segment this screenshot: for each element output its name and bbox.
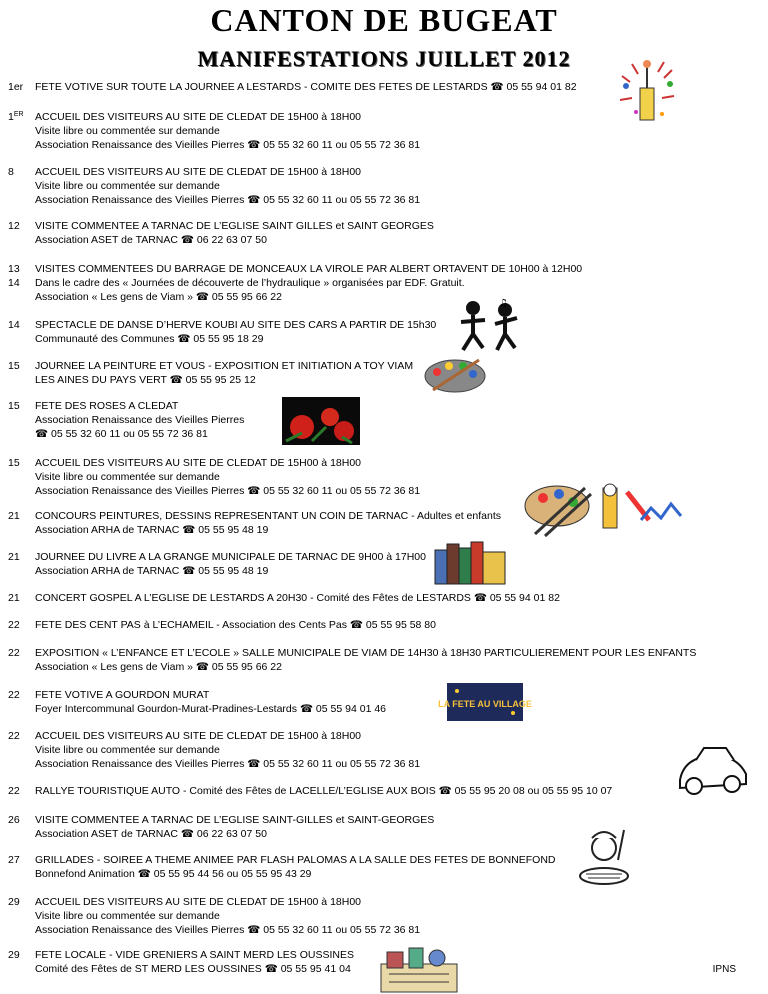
event-line: FETE LOCALE - VIDE GRENIERS A SAINT MERD LES OUSSINES: [35, 949, 354, 961]
event-day: 14: [8, 277, 20, 289]
event-line: Visite libre ou commentée sur demande: [35, 180, 220, 192]
event-day: 8: [8, 166, 14, 178]
event-line: Dans le cadre des « Journées de découverte de l’hydraulique » organisées par EDF. Gratuit.: [35, 277, 465, 289]
event-line: FETE VOTIVE A GOURDON MURAT: [35, 689, 210, 701]
painting-art-icon: [515, 480, 687, 540]
event-line: VISITE COMMENTEE A TARNAC DE L’EGLISE SAINT GILLES et SAINT GEORGES: [35, 220, 434, 232]
event-line: Association « Les gens de Viam » ☎ 05 55 95 66 22: [35, 661, 282, 673]
dancers-icon: [455, 296, 527, 356]
event-line: VISITE COMMENTEE A TARNAC DE L’EGLISE SAINT-GILLES et SAINT-GEORGES: [35, 814, 435, 826]
event-line: VISITES COMMENTEES DU BARRAGE DE MONCEAUX LA VIROLE PAR ALBERT ORTAVENT DE 10H00 à 12H00: [35, 263, 583, 275]
event-line: FETE VOTIVE SUR TOUTE LA JOURNEE A LESTARDS - COMITE DES FETES DE LESTARDS ☎ 05 55 94 01 82: [35, 81, 577, 93]
event-day: 12: [8, 220, 20, 232]
event-line: Association « Les gens de Viam » ☎ 05 55 95 66 22: [35, 291, 282, 303]
svg-text:LA FETE AU VILLAGE: LA FETE AU VILLAGE: [438, 699, 532, 709]
event-day: 26: [8, 814, 20, 826]
event-line: Association ASET de TARNAC ☎ 06 22 63 07 50: [35, 234, 267, 246]
fete-village-banner: [438, 683, 532, 721]
grill-chef-icon: [578, 826, 634, 888]
event-line: Association Renaissance des Vieilles Pierres ☎ 05 55 32 60 11 ou 05 55 72 36 81: [35, 485, 421, 497]
event-line: Association ARHA de TARNAC ☎ 05 55 95 48 19: [35, 524, 269, 536]
party-cake-icon: [612, 56, 682, 128]
event-day: 15: [8, 457, 20, 469]
event-day: 22: [8, 785, 20, 797]
event-line: ACCUEIL DES VISITEURS AU SITE DE CLEDAT DE 15H00 à 18H00: [35, 730, 362, 742]
event-line: Association ASET de TARNAC ☎ 06 22 63 07 50: [35, 828, 267, 840]
event-line: LES AINES DU PAYS VERT ☎ 05 55 95 25 12: [35, 374, 256, 386]
event-line: ACCUEIL DES VISITEURS AU SITE DE CLEDAT DE 15H00 à 18H00: [35, 457, 362, 469]
event-line: FETE DES CENT PAS à L’ECHAMEIL - Association des Cents Pas ☎ 05 55 95 58 80: [35, 619, 436, 631]
event-line: FETE DES ROSES A CLEDAT: [35, 400, 179, 412]
event-day: 13: [8, 263, 20, 275]
event-line: Visite libre ou commentée sur demande: [35, 910, 220, 922]
event-line: Association ARHA de TARNAC ☎ 05 55 95 48 19: [35, 565, 269, 577]
event-line: Communauté des Communes ☎ 05 55 95 18 29: [35, 333, 264, 345]
rally-car-icon: [674, 740, 752, 798]
event-line: JOURNEE DU LIVRE A LA GRANGE MUNICIPALE DE TARNAC DE 9H00 à 17H00: [35, 551, 426, 563]
event-line: Bonnefond Animation ☎ 05 55 95 44 56 ou 05 55 95 43 29: [35, 868, 312, 880]
event-day: 1er: [8, 81, 24, 93]
event-line: JOURNEE LA PEINTURE ET VOUS - EXPOSITION ET INITIATION A TOY VIAM: [35, 360, 414, 372]
event-line: SPECTACLE DE DANSE D’HERVE KOUBI AU SITE DES CARS A PARTIR DE 15h30: [35, 319, 437, 331]
books-icon: [433, 540, 509, 586]
page-title: CANTON DE BUGEAT: [210, 2, 558, 38]
event-line: ☎ 05 55 32 60 11 ou 05 55 72 36 81: [35, 428, 208, 440]
event-day: 1ER: [8, 111, 24, 123]
event-day: 22: [8, 689, 20, 701]
event-day: 22: [8, 730, 20, 742]
paint-palette-icon: [423, 356, 487, 394]
event-day: 14: [8, 319, 20, 331]
roses-icon: [282, 397, 360, 445]
event-line: RALLYE TOURISTIQUE AUTO - Comité des Fêtes de LACELLE/L’EGLISE AUX BOIS ☎ 05 55 95 20 08 ou 05 55 95 10 07: [35, 785, 613, 797]
event-day: 21: [8, 592, 20, 604]
event-line: ACCUEIL DES VISITEURS AU SITE DE CLEDAT DE 15H00 à 18H00: [35, 111, 362, 123]
event-day: 27: [8, 854, 20, 866]
footer-ipns: IPNS: [712, 964, 736, 975]
event-line: GRILLADES - SOIREE A THEME ANIMEE PAR FLASH PALOMAS A LA SALLE DES FETES DE BONNEFOND: [35, 854, 556, 866]
event-day: 22: [8, 619, 20, 631]
event-line: Visite libre ou commentée sur demande: [35, 125, 220, 137]
event-line: ACCUEIL DES VISITEURS AU SITE DE CLEDAT DE 15H00 à 18H00: [35, 896, 362, 908]
event-line: Visite libre ou commentée sur demande: [35, 471, 220, 483]
event-day: 15: [8, 360, 20, 372]
event-line: CONCOURS PEINTURES, DESSINS REPRESENTANT UN COIN DE TARNAC - Adultes et enfants: [35, 510, 501, 522]
event-line: Association Renaissance des Vieilles Pierres ☎ 05 55 32 60 11 ou 05 55 72 36 81: [35, 139, 421, 151]
flea-market-icon: [379, 944, 461, 994]
event-day: 29: [8, 896, 20, 908]
event-line: ACCUEIL DES VISITEURS AU SITE DE CLEDAT DE 15H00 à 18H00: [35, 166, 362, 178]
event-line: Comité des Fêtes de ST MERD LES OUSSINES ☎ 05 55 95 41 04: [35, 963, 351, 975]
event-line: Association Renaissance des Vieilles Pierres ☎ 05 55 32 60 11 ou 05 55 72 36 81: [35, 194, 421, 206]
event-line: Foyer Intercommunal Gourdon-Murat-Pradines-Lestards ☎ 05 55 94 01 46: [35, 703, 387, 715]
event-line: Association Renaissance des Vieilles Pierres ☎ 05 55 32 60 11 ou 05 55 72 36 81: [35, 758, 421, 770]
event-day: 21: [8, 551, 20, 563]
event-line: CONCERT GOSPEL A L’EGLISE DE LESTARDS A 20H30 - Comité des Fêtes de LESTARDS ☎ 05 55 94 01 82: [35, 592, 560, 604]
event-day: 29: [8, 949, 20, 961]
event-day: 21: [8, 510, 20, 522]
event-day: 22: [8, 647, 20, 659]
page-subtitle: MANIFESTATIONS JUILLET 2012: [197, 46, 571, 71]
event-line: EXPOSITION « L’ENFANCE ET L’ECOLE » SALLE MUNICIPALE DE VIAM DE 14H30 à 18H30 PARTICULIEREMENT POUR LES ENFANTS: [35, 647, 697, 659]
svg-text:♫: ♫: [499, 298, 508, 309]
event-line: Visite libre ou commentée sur demande: [35, 744, 220, 756]
event-day: 15: [8, 400, 20, 412]
event-line: Association Renaissance des Vieilles Pierres ☎ 05 55 32 60 11 ou 05 55 72 36 81: [35, 924, 421, 936]
event-line: Association Renaissance des Vieilles Pierres: [35, 414, 245, 426]
